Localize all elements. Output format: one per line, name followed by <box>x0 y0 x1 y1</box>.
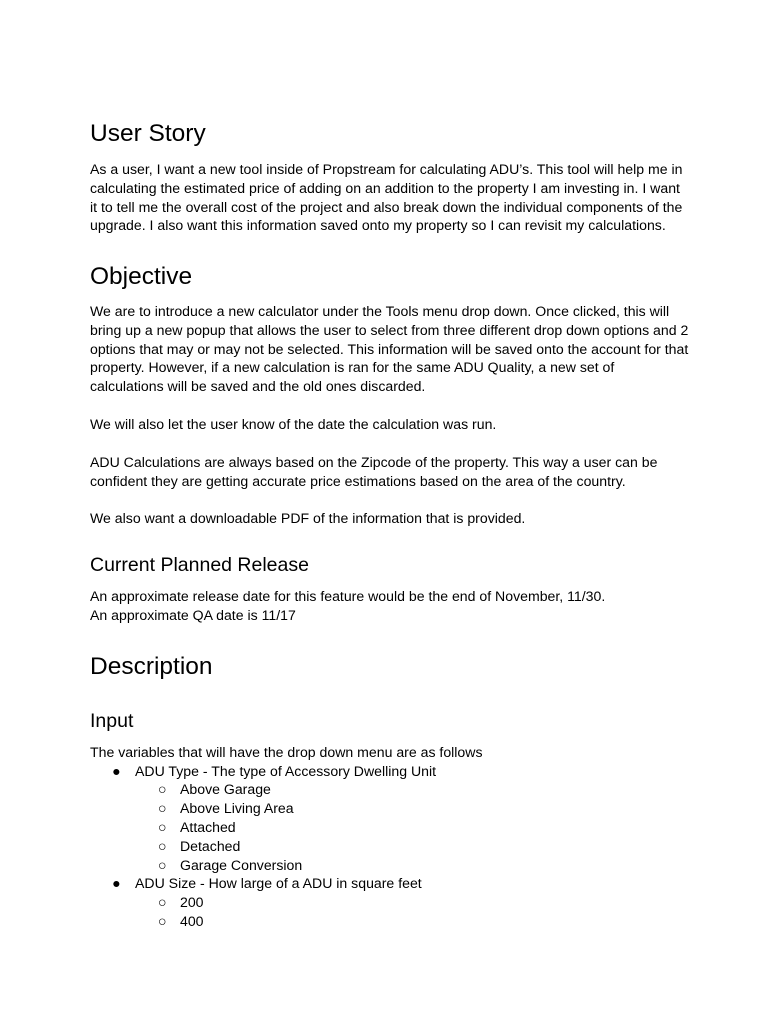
sub-bullet-marker: ○ <box>158 819 167 835</box>
heading-description: Description <box>90 653 213 680</box>
list-item-label: ADU Size - How large of a ADU in square feet <box>135 875 422 891</box>
sub-list-item-label: 200 <box>180 894 204 910</box>
list-item-label: ADU Type - The type of Accessory Dwelling Unit <box>135 763 437 779</box>
qa-date-line: An approximate QA date is 11/17 <box>90 607 296 623</box>
sub-bullet-marker: ○ <box>158 838 167 854</box>
heading-input: Input <box>90 710 134 732</box>
user-story-paragraph: As a user, I want a new tool inside of Propstream for calculating ADU’s. This tool will help me in calculating the estimated price of adding on an addition to the property I am investing in. I want it to tell me the overall cost of the project and also break down the individual components of the upgrade. I also want this information saved onto my property so I can revisit my calculations. <box>90 161 683 234</box>
sub-list-item-label: Detached <box>180 838 241 854</box>
sub-list-item-label: Garage Conversion <box>180 857 303 873</box>
heading-objective: Objective <box>90 263 193 290</box>
sub-bullet-marker: ○ <box>158 781 167 797</box>
objective-paragraph-4: We also want a downloadable PDF of the information that is provided. <box>90 510 526 526</box>
sub-list-item-label: 400 <box>180 913 204 929</box>
sub-list-item-label: Above Living Area <box>180 800 294 816</box>
sub-list-item-label: Attached <box>180 819 236 835</box>
heading-current-planned-release: Current Planned Release <box>90 554 309 576</box>
release-date-line: An approximate release date for this feature would be the end of November, 11/30. <box>90 588 606 604</box>
sub-bullet-marker: ○ <box>158 894 167 910</box>
objective-paragraph-2: We will also let the user know of the date the calculation was run. <box>90 416 497 432</box>
objective-paragraph-3: ADU Calculations are always based on the Zipcode of the property. This way a user can be confident they are getting accurate price estimations based on the area of the country. <box>90 454 658 489</box>
bullet-marker: ● <box>112 763 121 779</box>
objective-paragraph-1: We are to introduce a new calculator under the Tools menu drop down. Once clicked, this will bring up a new popup that allows the user to select from three different drop down options and 2 options that may or may not be selected. This information will be saved onto the account for that property. However, if a new calculation is ran for the same ADU Quality, a new set of calculations will be saved and the old ones discarded. <box>90 303 689 395</box>
bullet-marker: ● <box>112 875 121 891</box>
input-intro: The variables that will have the drop down menu are as follows <box>90 744 483 760</box>
heading-user-story: User Story <box>90 120 206 147</box>
sub-list-item-label: Above Garage <box>180 781 271 797</box>
sub-bullet-marker: ○ <box>158 857 167 873</box>
sub-bullet-marker: ○ <box>158 913 167 929</box>
sub-bullet-marker: ○ <box>158 800 167 816</box>
